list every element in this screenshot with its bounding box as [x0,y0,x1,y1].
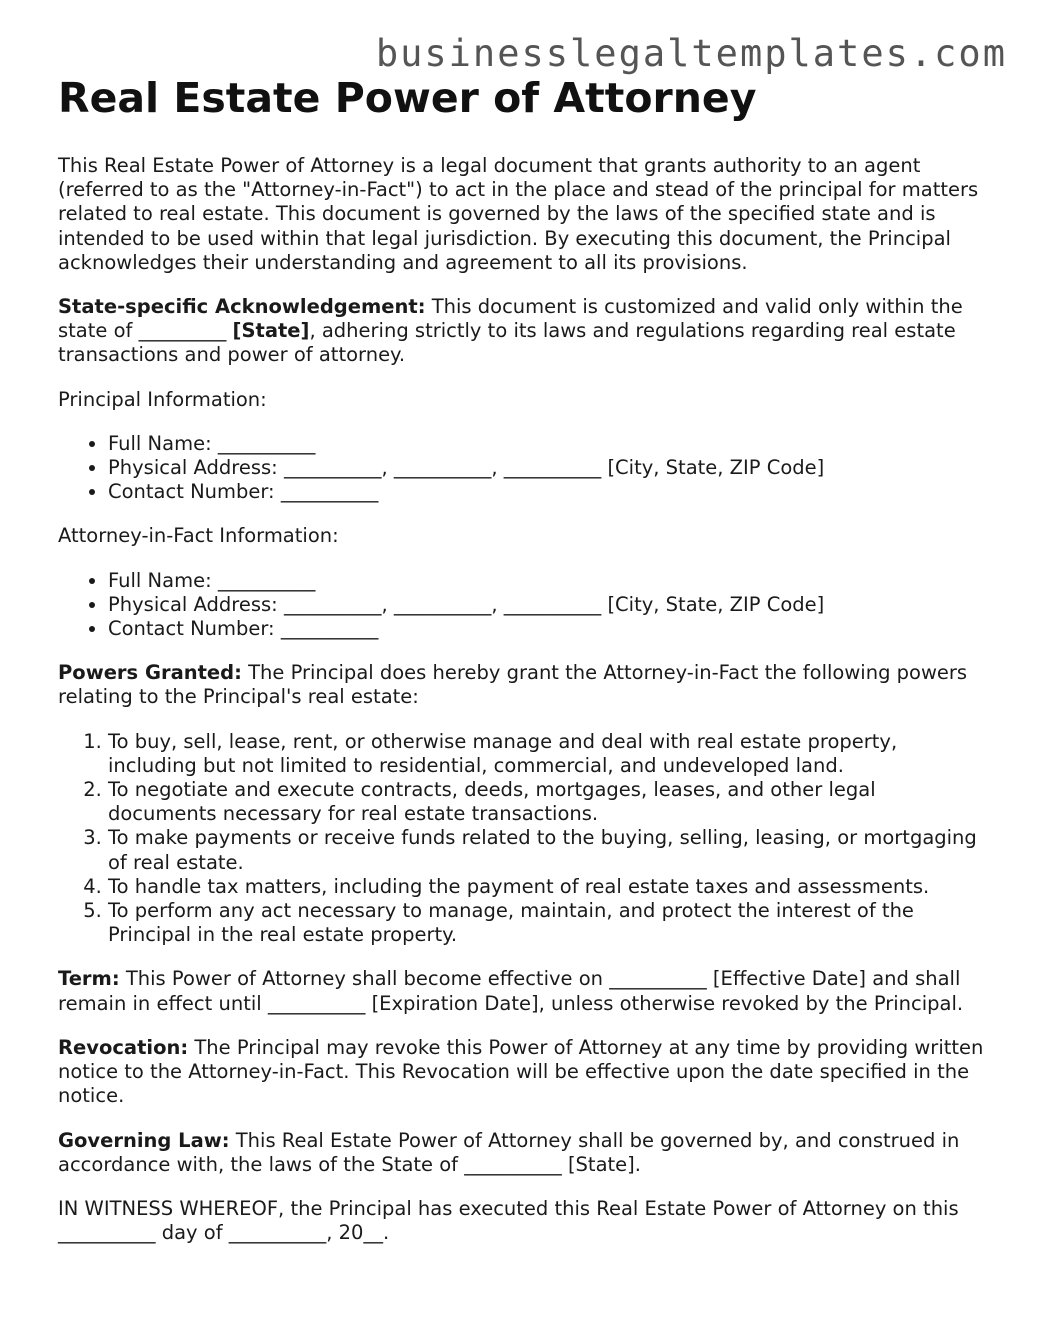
revocation-clause [58,1036,988,1109]
governing-label: Governing Law: [58,1128,230,1152]
power-item: 5. To perform any act necessary to manage, maintain, and protect the interest of the Principal in the real estate property. [108,899,988,947]
principal-contact: • Contact Number: __________ [108,480,988,504]
powers-list [58,730,988,948]
state-ack-label: State-specific Acknowledgement: [58,295,426,319]
power-item: 2. To negotiate and execute contracts, deeds, mortgages, leases, and other legal documents necessary for real estate transactions. [108,778,988,826]
state-acknowledgement [58,295,988,368]
power-item: 3. To make payments or receive funds related to the buying, selling, leasing, or mortgaging of real estate. [108,826,988,874]
power-item: 4. To handle tax matters, including the payment of real estate taxes and assessments. [108,875,988,899]
term-label: Term: [58,967,120,991]
attorney-full-name: • Full Name: __________ [108,569,988,593]
powers-text: The Principal does hereby grant the Attorney-in-Fact the following powers relating to the Principal's real estate: [58,661,968,709]
state-ack-text-before: This document is customized and valid only within the state of _________ [58,295,963,343]
term-clause [58,967,988,1015]
state-tag: [State] [232,319,310,343]
powers-label: Powers Granted: [58,661,242,685]
principal-info-list [58,432,988,505]
principal-heading: Principal Information: [58,387,267,411]
power-item: 1. To buy, sell, lease, rent, or otherwise manage and deal with real estate property, including but not limited to residential, commercial, and undeveloped land. [108,730,988,778]
powers-granted [58,661,988,709]
intro-paragraph: This Real Estate Power of Attorney is a legal document that grants authority to an agent (referred to as the "Attorney-in-Fact") to act in the place and stead of the principal for matters related to real estate. This document is governed by the laws of the specified state and is intended to be used within that legal jurisdiction. By executing this document, the Principal acknowledges their understanding and agreement to all its provisions. [58,154,979,274]
principal-address: • Physical Address: __________, __________, __________ [City, State, ZIP Code] [108,456,988,480]
document-title: Real Estate Power of Attorney [58,74,757,122]
document-body [58,70,988,1265]
term-text: This Power of Attorney shall become effective on __________ [Effective Date] and shall remain in effect until __________ [Expiration Date], unless otherwise revoked by the Principal. [58,967,964,1015]
principal-full-name: • Full Name: __________ [108,432,988,456]
revocation-label: Revocation: [58,1035,189,1059]
site-watermark: businesslegaltemplates.com [375,32,1007,75]
governing-text: This Real Estate Power of Attorney shall be governed by, and construed in accordance with, the laws of the State of __________ [State]. [58,1128,960,1176]
witness-clause: IN WITNESS WHEREOF, the Principal has executed this Real Estate Power of Attorney on this __________ day of __________, 20__. [58,1196,959,1245]
governing-law-clause [58,1129,988,1177]
attorney-contact: • Contact Number: __________ [108,617,988,641]
state-ack-text-after: , adhering strictly to its laws and regulations regarding real estate transactions and power of attorney. [58,319,956,367]
attorney-heading: Attorney-in-Fact Information: [58,524,339,548]
attorney-address: • Physical Address: __________, __________, __________ [City, State, ZIP Code] [108,593,988,617]
attorney-info-list [58,569,988,642]
revocation-text: The Principal may revoke this Power of Attorney at any time by providing written notice to the Attorney-in-Fact. This Revocation will be effective upon the date specified in the notice. [58,1035,984,1108]
